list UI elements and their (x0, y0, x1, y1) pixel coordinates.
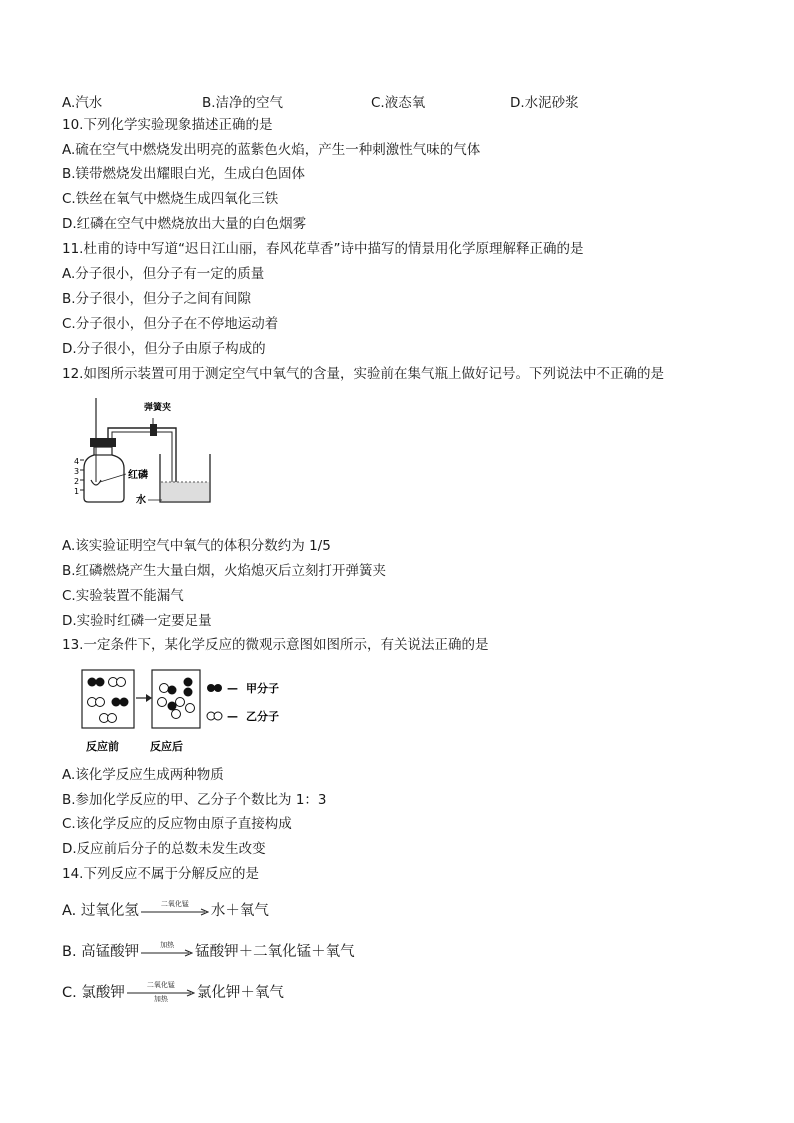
q10-option-b: B.镁带燃烧发出耀眼白光，生成白色固体 (62, 166, 306, 182)
q12-option-a: A.该实验证明空气中氧气的体积分数约为 1/5 (62, 538, 331, 554)
eq-c-reactant: C. 氯酸钾 (62, 985, 125, 1001)
q13-option-a: A.该化学反应生成两种物质 (62, 767, 224, 783)
scale-mark-2: 2 (74, 477, 80, 486)
q13-stem: 13.一定条件下，某化学反应的微观示意图如图所示，有关说法正确的是 (62, 637, 489, 653)
q9-option-c: C.液态氧 (371, 95, 426, 111)
before-label: 反应前 (86, 740, 119, 753)
legend-jia: 甲分子 (246, 682, 279, 695)
q12-stem: 12.如图所示装置可用于测定空气中氧气的含量，实验前在集气瓶上做好记号。下列说法中不正确的是 (62, 366, 664, 382)
q12-option-c: C.实验装置不能漏气 (62, 588, 184, 604)
eq-a-products: 水＋氧气 (210, 903, 269, 919)
eq-c-products: 氯化钾＋氧气 (196, 985, 284, 1001)
q13-option-d: D.反应前后分子的总数未发生改变 (62, 841, 266, 857)
q10-option-c: C.铁丝在氧气中燃烧生成四氧化三铁 (62, 191, 279, 207)
q14-equation-c (62, 981, 284, 1003)
q11-stem: 11.杜甫的诗中写道“迟日江山丽，春风花草香”诗中描写的情景用化学原理解释正确的是 (62, 241, 584, 257)
q13-option-b: B.参加化学反应的甲、乙分子个数比为 1：3 (62, 792, 327, 808)
q14-equation-a (62, 899, 269, 920)
q9-option-d: D.水泥砂浆 (510, 95, 579, 111)
eq-b-condition: 加热 (160, 941, 175, 949)
eq-a-condition: 二氧化锰 (160, 900, 189, 908)
eq-c-condition-bottom: 加热 (153, 995, 168, 1003)
eq-a-reactant: A. 过氧化氢 (62, 903, 139, 919)
scale-mark-1: 1 (74, 487, 80, 496)
phosphorus-label: 红磷 (128, 470, 148, 481)
arrow-icon (127, 983, 195, 1003)
q10-option-d: D.红磷在空气中燃烧放出大量的白色烟雾 (62, 216, 307, 232)
arrow-icon (141, 902, 209, 920)
oxygen-apparatus-figure (74, 394, 216, 512)
after-label: 反应后 (150, 740, 183, 753)
q11-option-d: D.分子很小，但分子由原子构成的 (62, 341, 266, 357)
scale-mark-4: 4 (74, 457, 80, 466)
legend-dash-a: — (227, 682, 238, 695)
q9-option-a: A.汽水 (62, 95, 103, 111)
water-label: 水 (136, 495, 146, 506)
q11-option-b: B.分子很小，但分子之间有间隙 (62, 291, 252, 307)
q12-option-d: D.实验时红磷一定要足量 (62, 613, 212, 629)
q13-option-c: C.该化学反应的反应物由原子直接构成 (62, 816, 292, 832)
arrow-icon (141, 943, 193, 961)
legend-dash-b: — (227, 710, 238, 723)
q12-option-b: B.红磷燃烧产生大量白烟，火焰熄灭后立刻打开弹簧夹 (62, 563, 387, 579)
eq-b-reactant: B. 高锰酸钾 (62, 944, 140, 960)
q10-stem: 10.下列化学实验现象描述正确的是 (62, 117, 273, 133)
reaction-micro-figure (80, 668, 300, 756)
q14-equation-b (62, 940, 355, 961)
q14-stem: 14.下列反应不属于分解反应的是 (62, 866, 259, 882)
q9-option-b: B.洁净的空气 (202, 95, 284, 111)
clamp-label: 弹簧夹 (144, 403, 172, 413)
eq-b-products: 锰酸钾＋二氧化锰＋氧气 (195, 944, 355, 960)
q11-option-a: A.分子很小，但分子有一定的质量 (62, 266, 265, 282)
q11-option-c: C.分子很小，但分子在不停地运动着 (62, 316, 279, 332)
q10-option-a: A.硫在空气中燃烧发出明亮的蓝紫色火焰，产生一种刺激性气味的气体 (62, 142, 481, 158)
eq-c-condition-top: 二氧化锰 (146, 981, 175, 989)
scale-mark-3: 3 (74, 467, 80, 476)
legend-yi: 乙分子 (246, 710, 279, 723)
